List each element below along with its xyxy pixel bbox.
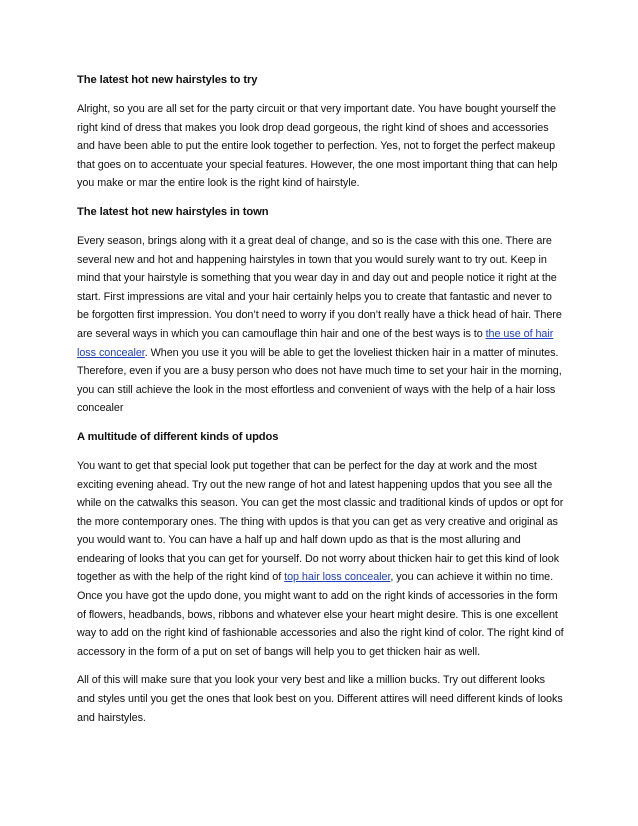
section-3-paragraph-2: [77, 671, 565, 727]
paragraph-text-before-link: You want to get that special look put together that can be perfect for the day at work and the most exciting evening ahead. Try out the new range of hot and latest happening updos that you see all the while on the catwalks this season. You can get the most classic and traditional kinds of updos or opt for the more contemporary ones. The thing with updos is that you can get as very creative and original as you would want to. You can have a half up and half down updo as that is the most alluring and endearing of looks that you can get for yourself. Do not worry about thicken hair to get this kind of look together as with the help of the right kind of: [77, 459, 564, 584]
section-2-paragraph-1: [77, 232, 565, 418]
paragraph-text: Alright, so you are all set for the party circuit or that very important date. You have bought yourself the right kind of dress that makes you look drop dead gorgeous, the right kind of shoes and accessories and have been able to put the entire look together to perfection. Yes, not to forget the perfect makeup that goes on to accentuate your special features. However, the one most important thing that can help you make or mar the entire look is the right kind of hairstyle.: [77, 103, 558, 190]
section-heading-2: The latest hot new hairstyles in town: [77, 205, 269, 218]
hair-loss-concealer-link[interactable]: the use of hair loss concealer: [77, 327, 554, 359]
section-1-paragraph-1: [77, 100, 565, 193]
paragraph-text-after-link: , you can achieve it within no time. Once you have got the updo done, you might want to add on the right kinds of accessories in the form of flowers, headbands, bows, ribbons and whatever else your heart might desire. This is one excellent way to add on the right kind of fashionable accessories and also the right kind of color. The right kind of accessory in the form of a put on set of bangs will help you to get thicken hair as well.: [77, 571, 564, 658]
top-hair-loss-concealer-link[interactable]: top hair loss concealer: [284, 571, 391, 584]
paragraph-text-after-link: . When you use it you will be able to get the loveliest thicken hair in a matter of minutes. Therefore, even if you are a busy person who does not have much time to set your hair in the morning, you can still achieve the look in the most effortless and convenient of ways with the help of a hair loss concealer: [77, 346, 562, 415]
section-heading-1: The latest hot new hairstyles to try: [77, 74, 258, 86]
document-content: [77, 71, 565, 737]
paragraph-text: All of this will make sure that you look your very best and like a million bucks. Try out different looks and styles until you get the ones that look best on you. Different attires will need different kinds of looks and hairstyles.: [77, 674, 563, 724]
section-heading-3: A multitude of different kinds of updos: [77, 430, 279, 443]
paragraph-text-before-link: Every season, brings along with it a great deal of change, and so is the case with this one. There are several new and hot and happening hairstyles in town that you would surely want to try out. Keep in mind that your hairstyle is something that you wear day in and day out and people notice it right at the start. First impressions are vital and your hair certainly helps you to create that fantastic and never to be forgotten first impression. You don’t need to worry if you don’t really have a thick head of hair. There are several ways in which you can camouflage thin hair and one of the best ways is to: [77, 234, 562, 340]
section-3-paragraph-1: [77, 457, 565, 662]
